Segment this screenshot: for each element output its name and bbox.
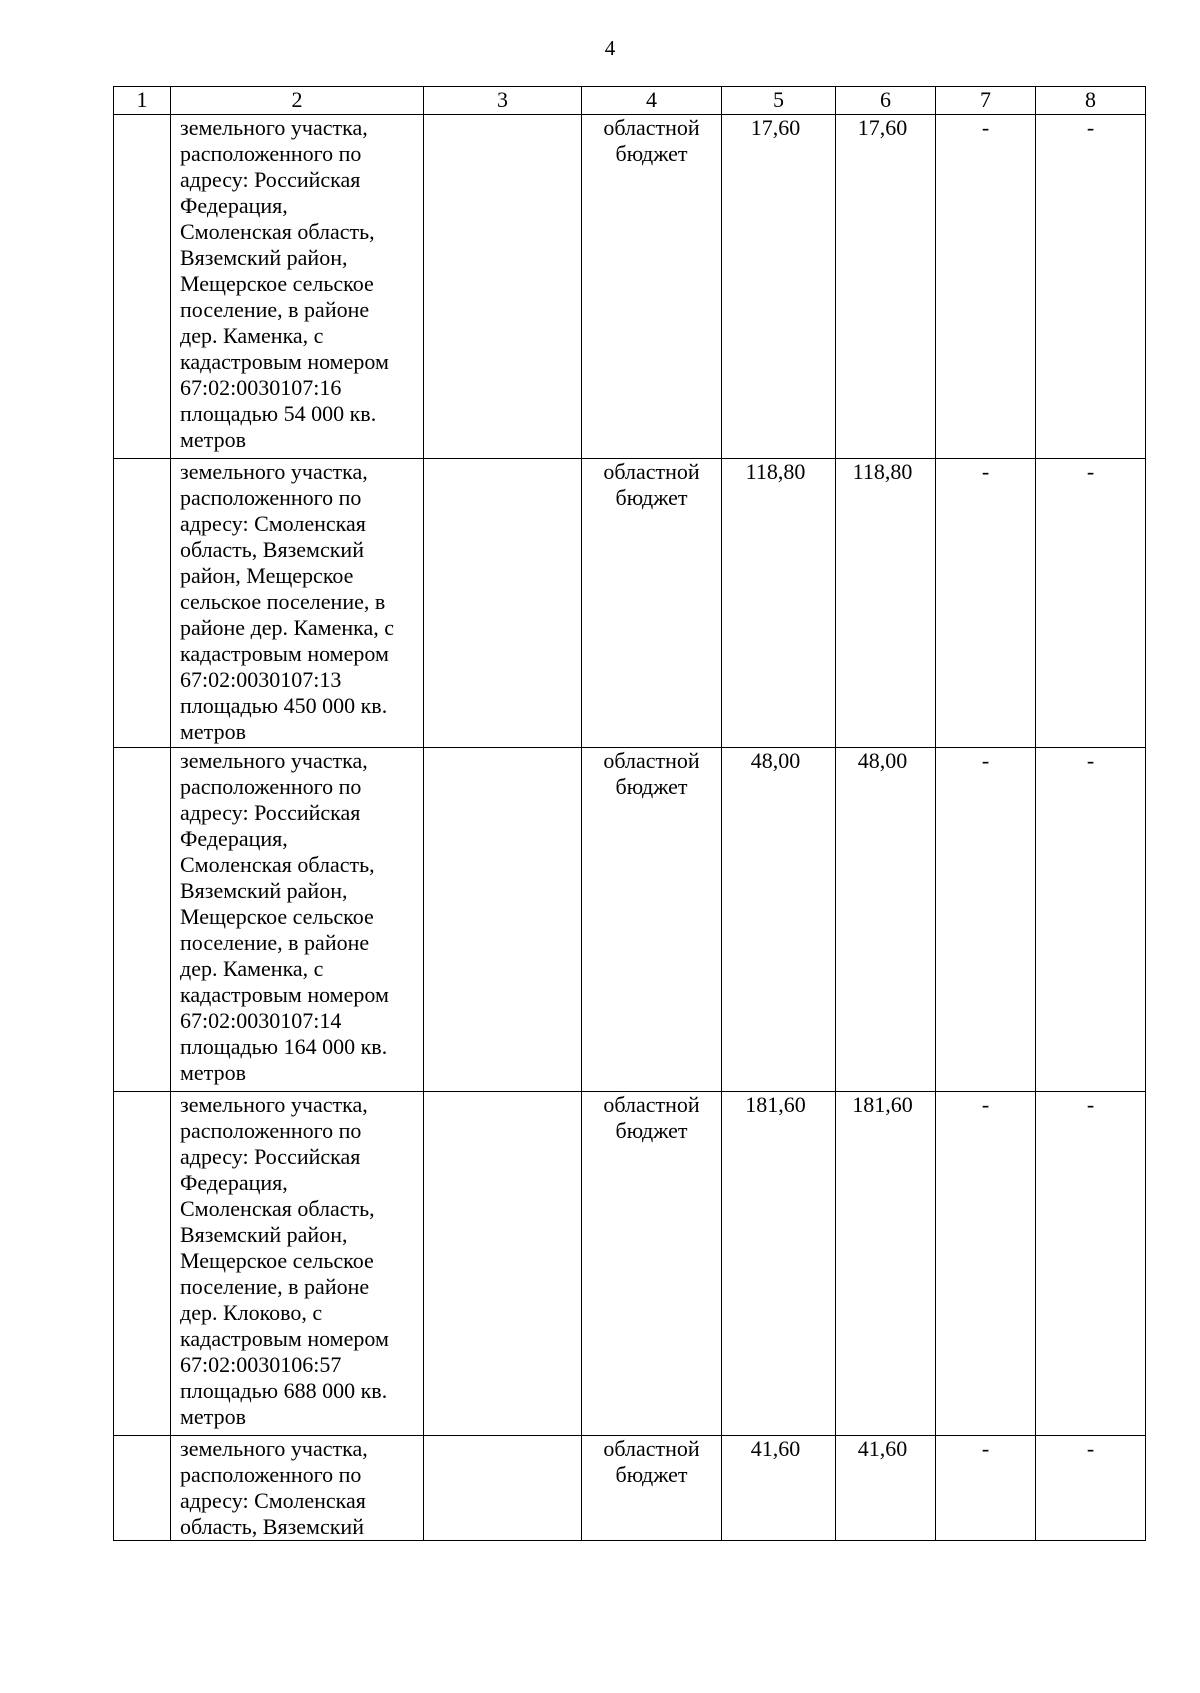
cell-source: областной бюджет: [582, 115, 722, 459]
cell-index: [114, 115, 171, 459]
cell-description: [171, 459, 424, 748]
cell-col8: -: [1036, 1436, 1146, 1541]
table-row: [114, 1092, 1146, 1436]
description-line: область, Вяземский: [180, 1514, 364, 1539]
description-line: адресу: Российская: [180, 1144, 361, 1169]
cell-col8: -: [1036, 459, 1146, 748]
cell-col8: -: [1036, 115, 1146, 459]
col-header-2: 2: [171, 87, 424, 115]
cell-index: [114, 748, 171, 1092]
description-line: земельного участка,: [180, 459, 368, 484]
description-line: адресу: Российская: [180, 800, 361, 825]
description-line: кадастровым номером: [180, 641, 389, 666]
table-row: [114, 459, 1146, 748]
cell-col7: -: [936, 1436, 1036, 1541]
description-line: область, Вяземский: [180, 537, 364, 562]
col-header-4: 4: [582, 87, 722, 115]
cell-source: областной бюджет: [582, 1436, 722, 1541]
description-line: метров: [180, 1404, 246, 1429]
cell-source: областной бюджет: [582, 1092, 722, 1436]
description-line: метров: [180, 427, 246, 452]
description-line: адресу: Смоленская: [180, 1488, 366, 1513]
description-line: земельного участка,: [180, 1092, 368, 1117]
description-line: сельское поселение, в: [180, 589, 386, 614]
description-line: дер. Клоково, с: [180, 1300, 323, 1325]
cell-col6: 118,80: [836, 459, 936, 748]
cell-col7: -: [936, 1092, 1036, 1436]
header-row: [114, 87, 1146, 115]
description-line: адресу: Смоленская: [180, 511, 366, 536]
description-line: расположенного по: [180, 141, 362, 166]
cell-description: [171, 1092, 424, 1436]
cell-col5: 48,00: [722, 748, 836, 1092]
cell-index: [114, 1436, 171, 1541]
description-line: адресу: Российская: [180, 167, 361, 192]
description-line: Смоленская область,: [180, 852, 375, 877]
description-line: кадастровым номером: [180, 349, 389, 374]
description-line: Смоленская область,: [180, 1196, 375, 1221]
description-line: земельного участка,: [180, 1436, 368, 1461]
description-line: расположенного по: [180, 774, 362, 799]
description-line: расположенного по: [180, 1462, 362, 1487]
col-header-8: 8: [1036, 87, 1146, 115]
col-header-7: 7: [936, 87, 1036, 115]
description-line: Федерация,: [180, 193, 288, 218]
description-line: кадастровым номером: [180, 1326, 389, 1351]
description-line: поселение, в районе: [180, 1274, 370, 1299]
description-line: кадастровым номером: [180, 982, 389, 1007]
table-row: [114, 115, 1146, 459]
description-line: земельного участка,: [180, 115, 368, 140]
cell-col8: -: [1036, 1092, 1146, 1436]
description-line: расположенного по: [180, 485, 362, 510]
description-line: дер. Каменка, с: [180, 956, 324, 981]
description-line: дер. Каменка, с: [180, 323, 324, 348]
description-line: расположенного по: [180, 1118, 362, 1143]
page-number: 4: [604, 36, 616, 60]
budget-table: [113, 86, 1146, 1541]
cell-col7: -: [936, 115, 1036, 459]
cell-col3: [424, 459, 582, 748]
cell-col7: -: [936, 748, 1036, 1092]
cell-col3: [424, 748, 582, 1092]
cell-col5: 41,60: [722, 1436, 836, 1541]
cell-source: областной бюджет: [582, 748, 722, 1092]
description-line: площадью 54 000 кв.: [180, 401, 377, 426]
cell-col3: [424, 1092, 582, 1436]
col-header-1: 1: [114, 87, 171, 115]
cell-col5: 118,80: [722, 459, 836, 748]
cell-description: [171, 115, 424, 459]
description-line: Федерация,: [180, 826, 288, 851]
description-line: Федерация,: [180, 1170, 288, 1195]
description-line: 67:02:0030106:57: [180, 1352, 342, 1377]
description-line: Смоленская область,: [180, 219, 375, 244]
cell-description: [171, 748, 424, 1092]
cell-col6: 17,60: [836, 115, 936, 459]
description-line: площадью 450 000 кв.: [180, 693, 388, 718]
cell-index: [114, 1092, 171, 1436]
cell-col7: -: [936, 459, 1036, 748]
description-line: Вяземский район,: [180, 878, 348, 903]
description-line: Вяземский район,: [180, 245, 348, 270]
description-line: Мещерское сельское: [180, 271, 374, 296]
col-header-3: 3: [424, 87, 582, 115]
description-line: площадью 164 000 кв.: [180, 1034, 388, 1059]
description-line: Вяземский район,: [180, 1222, 348, 1247]
description-line: Мещерское сельское: [180, 904, 374, 929]
cell-col6: 41,60: [836, 1436, 936, 1541]
description-line: 67:02:0030107:13: [180, 667, 342, 692]
description-line: метров: [180, 1060, 246, 1085]
col-header-5: 5: [722, 87, 836, 115]
description-line: метров: [180, 719, 246, 744]
cell-index: [114, 459, 171, 748]
description-line: район, Мещерское: [180, 563, 354, 588]
description-line: земельного участка,: [180, 748, 368, 773]
col-header-6: 6: [836, 87, 936, 115]
description-line: поселение, в районе: [180, 930, 370, 955]
cell-col3: [424, 1436, 582, 1541]
cell-col6: 181,60: [836, 1092, 936, 1436]
cell-col8: -: [1036, 748, 1146, 1092]
cell-col5: 17,60: [722, 115, 836, 459]
description-line: 67:02:0030107:14: [180, 1008, 342, 1033]
cell-source: областной бюджет: [582, 459, 722, 748]
cell-col5: 181,60: [722, 1092, 836, 1436]
table-row: [114, 1436, 1146, 1541]
description-line: Мещерское сельское: [180, 1248, 374, 1273]
cell-col3: [424, 115, 582, 459]
table-row: [114, 748, 1146, 1092]
description-line: поселение, в районе: [180, 297, 370, 322]
description-line: площадью 688 000 кв.: [180, 1378, 388, 1403]
description-line: районе дер. Каменка, с: [180, 615, 395, 640]
cell-description: [171, 1436, 424, 1541]
cell-col6: 48,00: [836, 748, 936, 1092]
description-line: 67:02:0030107:16: [180, 375, 342, 400]
